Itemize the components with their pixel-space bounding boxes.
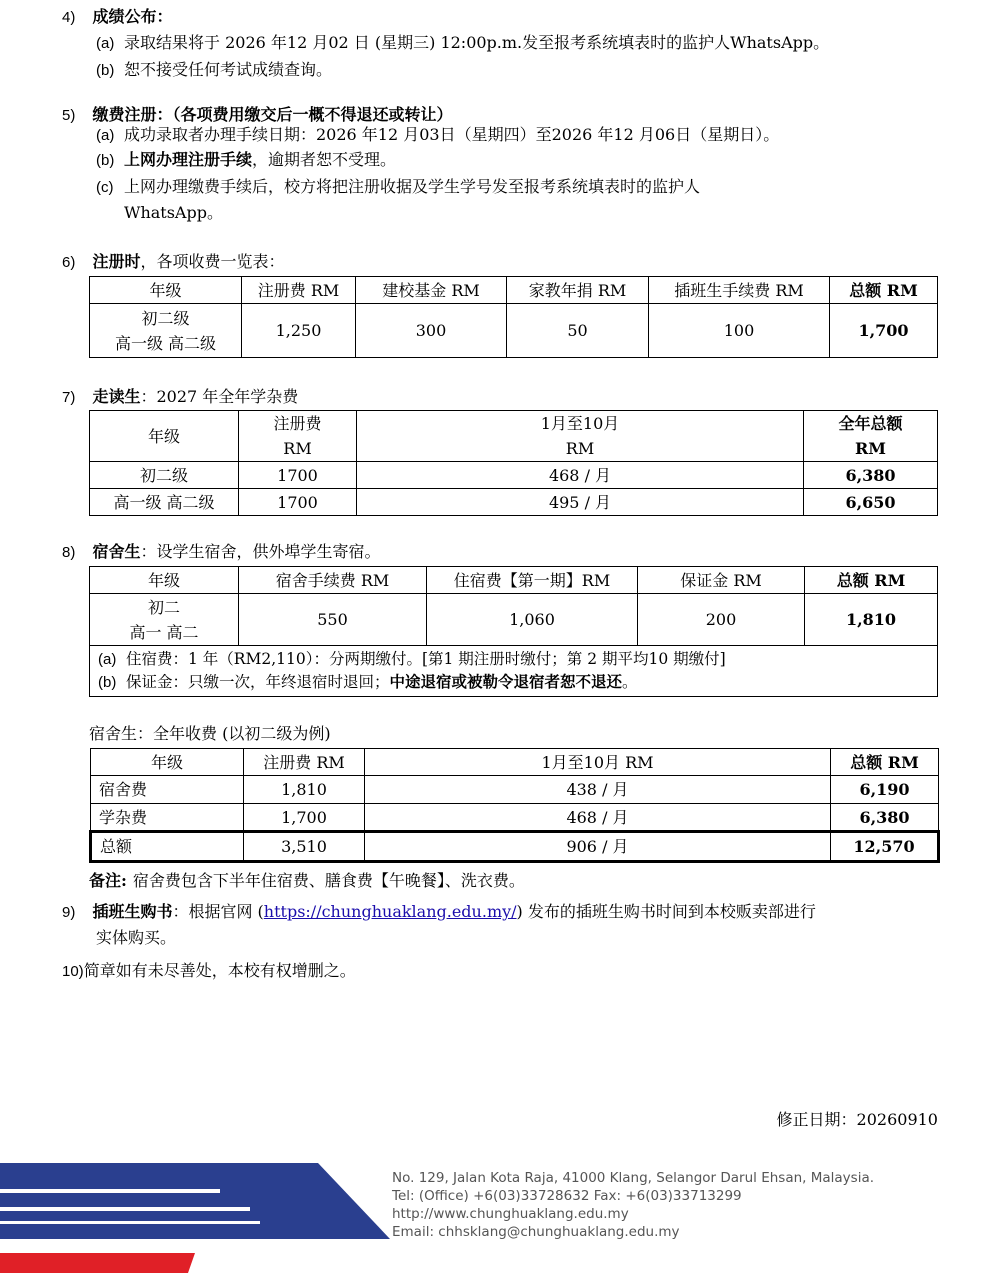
total-cell: 1,700 [830,304,938,358]
section-5-item-c [96,176,700,199]
table-header-row [91,749,939,776]
grade-line: 高一 高二 [129,622,199,642]
note-a [98,648,937,671]
table-row [90,489,938,516]
header-cell: 年级 [91,749,244,776]
header-cell: 年级 [90,567,239,594]
dorm-annual-title: 宿舍生：全年收费 (以初二级为例) [89,724,331,743]
header-cell: 家教年捐 RM [507,277,649,304]
section-number: 4) [62,9,76,26]
item-text: WhatsApp。 [124,203,223,222]
section-number: 6) [62,254,76,271]
section-title: 走读生 [92,387,141,406]
table-row [90,304,938,358]
red-stripe [0,1253,195,1273]
section-number: 9) [62,904,76,921]
footer-email[interactable]: Email: chhsklang@chunghuaklang.edu.my [392,1224,680,1240]
section-title-rest: ：设学生宿舍，供外埠学生寄宿。 [140,542,381,561]
value-cell: 550 [239,594,427,646]
value-cell: 1700 [239,489,357,516]
grade-cell: 初二级 [90,462,239,489]
section-title: 注册时 [92,252,141,271]
header-cell [239,411,357,462]
total-cell: 1,810 [805,594,938,646]
value-cell: 300 [356,304,507,358]
header-cell: 注册费 RM [244,749,365,776]
item-text: 保证金：只缴一次，年终退宿时退回； [126,673,390,691]
footer-phone: Tel: (Office) +6(03)33728632 Fax: +6(03)33713299 [392,1188,742,1204]
item-bold-text: 上网办理注册手续 [124,150,253,169]
value-cell: 495 / 月 [357,489,804,516]
item-text: 成功录取者办理手续日期：2026 年12 月03日（星期四）至2026 年12 月06日（星期日）。 [124,125,780,144]
value-cell: 468 / 月 [365,804,831,832]
total-cell: 12,570 [831,832,939,862]
section-title-rest: ：2027 年全年学杂费 [140,387,299,406]
item-text: 录取结果将于 2026 年12 月02 日 (星期三) 12:00p.m.发至报考系统填表时的监护人WhatsApp。 [124,33,830,52]
total-cell: 6,190 [831,776,939,804]
grade-line: 高一级 高二级 [114,333,217,353]
table-row [91,776,939,804]
section-4-item-b [96,59,332,82]
section-title: 宿舍生 [92,542,141,561]
value-cell: 3,510 [244,832,365,862]
section-6-heading [62,251,284,274]
table-row [90,462,938,489]
value-cell: 100 [649,304,830,358]
section-7-heading [62,386,298,409]
value-cell: 1,250 [242,304,356,358]
header-cell: 1月至10月 RM [365,749,831,776]
footer-address: No. 129, Jalan Kota Raja, 41000 Klang, Selangor Darul Ehsan, Malaysia. [392,1170,875,1186]
section-title-rest: ，各项收费一览表： [140,252,285,271]
item-text: 上网办理缴费手续后，校方将把注册收据及学生学号发至报考系统填表时的监护人 [124,177,701,196]
grade-line: 初二 [147,597,180,617]
header-line: RM [854,439,886,458]
section-text: 简章如有未尽善处，本校有权增删之。 [83,961,356,980]
value-cell: 1,060 [427,594,638,646]
item-label: (b) [98,674,117,691]
grade-line: 初二级 [141,308,190,328]
section-number: 10) [62,963,84,980]
item-text: 。 [622,673,638,691]
dorm-note [89,870,525,892]
grade-cell: 高一级 高二级 [90,489,239,516]
note-cell [90,646,938,697]
section-8-heading [62,541,380,564]
section-number: 5) [62,107,76,124]
header-line: 全年总额 [838,414,903,433]
registration-fee-table [89,276,938,358]
dorm-annual-fee-table [89,748,940,863]
grade-cell [90,594,239,646]
section-number: 7) [62,389,76,406]
value-cell: 200 [638,594,805,646]
header-cell: 插班生手续费 RM [649,277,830,304]
section-5-item-a [96,124,779,147]
header-cell: 总额 RM [805,567,938,594]
header-cell: 宿舍手续费 RM [239,567,427,594]
header-line: RM [565,439,595,458]
header-cell: 建校基金 RM [356,277,507,304]
item-label: (a) [96,127,115,144]
header-line: 注册费 [273,414,322,433]
header-cell: 年级 [90,411,239,462]
item-text: 恕不接受任何考试成绩查询。 [124,60,333,79]
value-cell: 906 / 月 [365,832,831,862]
header-cell: 总额 RM [831,749,939,776]
row-label-cell: 总额 [91,832,244,862]
section-10 [62,960,356,983]
note-label: 备注: [89,871,127,890]
footer-stripe-graphic [0,1163,390,1273]
item-text: ，逾期者恕不受理。 [252,150,397,169]
header-cell: 保证金 RM [638,567,805,594]
white-stripe [0,1221,260,1224]
white-stripe [0,1207,250,1211]
header-cell: 总额 RM [830,277,938,304]
footer-website[interactable]: http://www.chunghuaklang.edu.my [392,1206,629,1222]
section-number: 8) [62,544,76,561]
white-stripe [0,1189,220,1193]
note-b [98,671,937,694]
total-cell: 6,380 [804,462,938,489]
value-cell: 468 / 月 [357,462,804,489]
header-cell: 住宿费【第一期】RM [427,567,638,594]
item-bold-text: 中途退宿或被勒令退宿者恕不退还 [389,672,623,691]
table-total-row [91,832,939,862]
footer-contact [392,1169,874,1241]
header-cell [357,411,804,462]
dorm-fee-table [89,566,938,697]
section-5-item-b [96,149,396,172]
revision-date: 修正日期：20260910 [776,1110,938,1129]
note-text: 宿舍费包含下半年住宿费、膳食费【午晚餐】、洗衣费。 [132,871,525,890]
header-cell [804,411,938,462]
table-row [91,804,939,832]
day-student-fee-table [89,410,938,516]
item-label: (a) [98,651,117,668]
section-4-heading [62,6,172,29]
row-label-cell: 宿舍费 [91,776,244,804]
item-label: (c) [96,179,114,196]
item-text: 住宿费：1 年（RM2,110）：分两期缴付。[第1 期注册时缴付；第 2 期平均10 期缴付] [126,650,726,668]
value-cell: 1,700 [244,804,365,832]
section-title: 插班生购书 [92,902,173,921]
value-cell: 438 / 月 [365,776,831,804]
website-link[interactable]: https://chunghuaklang.edu.my/ [263,902,517,921]
item-label: (b) [96,152,115,169]
section-text: ：根据官网 ( [172,902,264,921]
section-title: 缴费注册：（各项费用缴交后一概不得退还或转让） [92,105,453,124]
value-cell: 50 [507,304,649,358]
grade-cell [90,304,242,358]
value-cell: 1,810 [244,776,365,804]
navy-stripe [0,1163,390,1239]
table-header-row [90,567,938,594]
section-4-item-a [96,32,829,55]
total-cell: 6,380 [831,804,939,832]
table-header-row [90,277,938,304]
table-row [90,594,938,646]
section-9-line-2: 实体购买。 [96,928,177,947]
row-label-cell: 学杂费 [91,804,244,832]
table-header-row [90,411,938,462]
item-label: (b) [96,62,115,79]
total-cell: 6,650 [804,489,938,516]
header-cell: 年级 [90,277,242,304]
section-title: 成绩公布： [92,7,173,26]
section-text: ) 发布的插班生购书时间到本校贩卖部进行 [516,902,816,921]
table-note-row [90,646,938,697]
header-line: RM [283,439,312,458]
section-5-item-c-cont [124,202,223,224]
section-9-line-1 [62,901,816,924]
header-cell: 注册费 RM [242,277,356,304]
header-line: 1月至10月 [540,414,620,433]
item-label: (a) [96,35,115,52]
value-cell: 1700 [239,462,357,489]
